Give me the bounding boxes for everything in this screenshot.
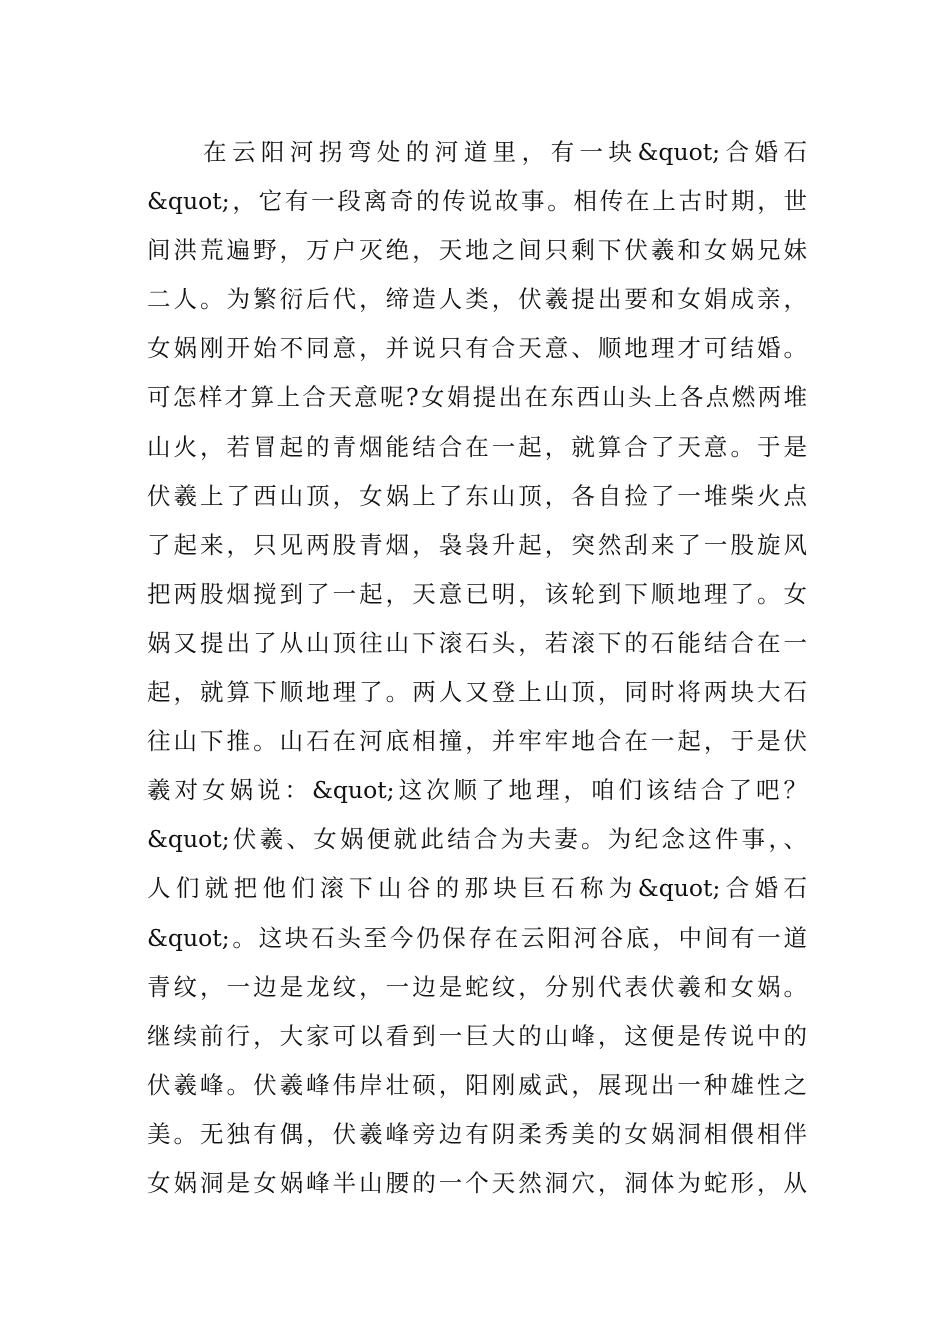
text-line: 女娲刚开始不同意，并说只有合天意、顺地理才可结婚。: [147, 334, 807, 363]
text-line: 可怎样才算上合天意呢?女娟提出在东西山头上各点燃两堆: [147, 383, 807, 412]
text-line: &quot;伏羲、女娲便就此结合为夫妻。为纪念这件事，、: [147, 825, 807, 854]
text-line: &quot;。这块石头至今仍保存在云阳河谷底，中间有一道: [147, 923, 807, 952]
body-text: [147, 128, 807, 1208]
text-line: 山火，若冒起的青烟能结合在一起，就算合了天意。于是: [147, 432, 807, 461]
text-line: 间洪荒遍野，万户灭绝，天地之间只剩下伏羲和女娲兄妹: [147, 236, 807, 265]
text-line: 往山下推。山石在河底相撞，并牢牢地合在一起，于是伏: [147, 727, 807, 756]
text-line: 羲对女娲说：&quot;这次顺了地理，咱们该结合了吧？: [147, 776, 807, 805]
text-line: 了起来，只见两股青烟，袅袅升起，突然刮来了一股旋风: [147, 530, 807, 559]
text-line: &quot;，它有一段离奇的传说故事。相传在上古时期，世: [147, 187, 807, 216]
text-line: 继续前行，大家可以看到一巨大的山峰，这便是传说中的: [147, 1021, 807, 1050]
text-line: 在云阳河拐弯处的河道里，有一块&quot;合婚石: [203, 138, 807, 166]
text-line: 把两股烟搅到了一起，天意已明，该轮到下顺地理了。女: [147, 579, 807, 608]
text-line: 二人。为繁衍后代，缔造人类，伏羲提出要和女娟成亲，: [147, 285, 807, 314]
text-line: 美。无独有偶，伏羲峰旁边有阴柔秀美的女娲洞相偎相伴: [147, 1119, 807, 1148]
text-line: 伏羲峰。伏羲峰伟岸壮硕，阳刚威武，展现出一种雄性之: [147, 1070, 807, 1099]
text-line: 青纹，一边是龙纹，一边是蛇纹，分别代表伏羲和女娲。: [147, 972, 807, 1001]
text-line: 娲又提出了从山顶往山下滚石头，若滚下的石能结合在一: [147, 628, 807, 657]
text-line: 人们就把他们滚下山谷的那块巨石称为&quot;合婚石: [147, 874, 807, 903]
text-line: 女娲洞是女娲峰半山腰的一个天然洞穴，洞体为蛇形，从: [147, 1168, 807, 1197]
text-line: 起，就算下顺地理了。两人又登上山顶，同时将两块大石: [147, 678, 807, 707]
text-line: 伏羲上了西山顶，女娲上了东山顶，各自捡了一堆柴火点: [147, 481, 807, 510]
